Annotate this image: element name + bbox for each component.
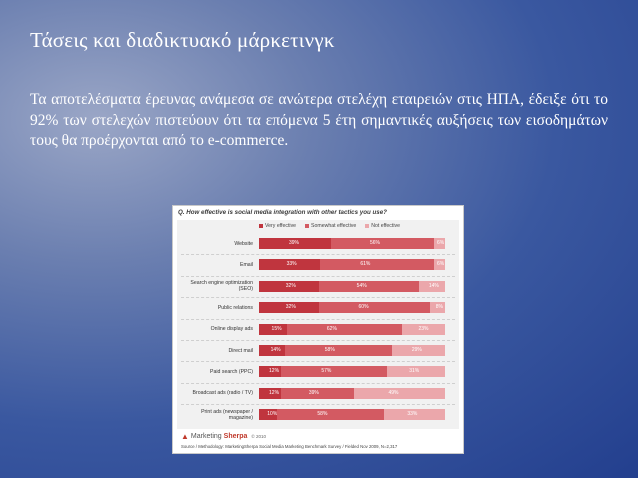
category-label-public-relations: Public relations (217, 304, 253, 311)
data-label-paid-search-ppc-somewhat-effective: 57% (321, 368, 332, 375)
data-label-paid-search-ppc-very-effective: 12% (269, 368, 280, 375)
data-label-online-display-ads-very-effective: 15% (271, 325, 282, 332)
legend-item-not-effective (365, 222, 400, 230)
category-label-search-engine-optimization-seo: Search engine optimization (SEO) (190, 280, 253, 293)
legend-label: Somewhat effective (311, 223, 357, 229)
data-label-search-engine-optimization-seo-very-effective: 32% (285, 282, 296, 289)
data-label-broadcast-ads-radio-tv-somewhat-effective: 39% (308, 389, 319, 396)
category-label-paid-search-ppc: Paid search (PPC) (210, 368, 253, 375)
category-label-direct-mail: Direct mail (228, 347, 253, 354)
logo-copyright: © 2010 (251, 434, 266, 439)
data-label-website-not-effective: 6% (437, 240, 445, 246)
data-label-online-display-ads-somewhat-effective: 62% (326, 325, 337, 332)
data-label-public-relations-somewhat-effective: 60% (358, 304, 369, 311)
chart-source-note: Source / Methodology: MarketingSherpa Social Media Marketing Benchmark Survey / Fielded Nov 2009, N=2,317 (181, 444, 398, 449)
data-label-search-engine-optimization-seo-somewhat-effective: 54% (356, 282, 367, 289)
bar-public-relations-somewhat-effective (319, 302, 431, 313)
logo-mountain-icon: ▲ (181, 432, 189, 441)
legend-swatch (259, 224, 263, 228)
data-label-public-relations-not-effective: 8% (435, 304, 443, 311)
data-label-website-somewhat-effective: 56% (370, 240, 381, 246)
legend-swatch (305, 224, 309, 228)
data-label-direct-mail-very-effective: 14% (270, 347, 281, 353)
chart-legend (259, 222, 400, 230)
chart-title: Q. How effective is social media integration with other tactics you use? (178, 209, 387, 216)
bar-online-display-ads-somewhat-effective (287, 324, 402, 335)
data-label-print-ads-newspaper-magazine-very-effective: 10% (267, 411, 278, 418)
data-label-broadcast-ads-radio-tv-not-effective: 49% (388, 389, 399, 396)
marketingsherpa-logo (181, 432, 266, 441)
row-separator (181, 319, 455, 320)
legend-item-very-effective (259, 222, 296, 230)
data-label-paid-search-ppc-not-effective: 31% (409, 368, 420, 375)
data-label-email-not-effective: 6% (437, 261, 445, 268)
bar-direct-mail-somewhat-effective (285, 345, 392, 356)
legend-label: Not effective (371, 223, 400, 229)
bar-search-engine-optimization-seo-somewhat-effective (319, 281, 419, 292)
chart-plot-area (177, 220, 459, 429)
row-separator (181, 361, 455, 362)
bar-broadcast-ads-radio-tv-not-effective (354, 388, 445, 399)
data-label-direct-mail-somewhat-effective: 58% (324, 347, 335, 353)
row-separator (181, 383, 455, 384)
bar-print-ads-newspaper-magazine-somewhat-effective (277, 409, 384, 420)
data-label-website-very-effective: 39% (289, 240, 300, 246)
data-label-email-somewhat-effective: 61% (360, 261, 371, 268)
category-label-email: Email (240, 261, 253, 268)
category-label-online-display-ads: Online display ads (210, 326, 253, 333)
data-label-public-relations-very-effective: 32% (285, 304, 296, 311)
logo-name-part2: Sherpa (223, 433, 248, 440)
data-label-broadcast-ads-radio-tv-very-effective: 12% (269, 389, 280, 396)
row-separator (181, 276, 455, 277)
category-label-website: Website (234, 240, 253, 247)
data-label-direct-mail-not-effective: 29% (411, 347, 422, 353)
chart-image (172, 205, 464, 454)
data-label-email-very-effective: 33% (286, 261, 297, 268)
row-separator (181, 404, 455, 405)
slide-body-text: Τα αποτελέσματα έρευνας ανάμεσα σε ανώτερα στελέχη εταιρειών στις ΗΠΑ, έδειξε ότι το 92% των στελεχών πιστεύουν ότι τα επόμενα 5 έτη σημαντικές αυξήσεις των εισοδημάτων τους θα προέρχονται από το e-commerce. (30, 91, 608, 149)
data-label-print-ads-newspaper-magazine-somewhat-effective: 58% (317, 411, 328, 418)
logo-name-part1: Marketing (190, 433, 222, 440)
row-separator (181, 254, 455, 255)
data-label-search-engine-optimization-seo-not-effective: 14% (428, 282, 439, 289)
slide-title: Τάσεις και διαδικτυακό μάρκετινγκ (30, 28, 335, 52)
legend-item-somewhat-effective (305, 222, 356, 230)
row-separator (181, 297, 455, 298)
bar-paid-search-ppc-somewhat-effective (281, 366, 387, 377)
category-label-broadcast-ads-radio-tv: Broadcast ads (radio / TV) (192, 390, 253, 397)
bar-email-somewhat-effective (320, 259, 433, 270)
row-separator (181, 340, 455, 341)
category-label-print-ads-newspaper-magazine: Print ads (newspaper / magazine) (201, 408, 253, 421)
data-label-online-display-ads-not-effective: 23% (418, 325, 429, 332)
legend-swatch (365, 224, 369, 228)
data-label-print-ads-newspaper-magazine-not-effective: 33% (407, 411, 418, 418)
legend-label: Very effective (265, 223, 297, 229)
bar-website-somewhat-effective (331, 238, 434, 249)
